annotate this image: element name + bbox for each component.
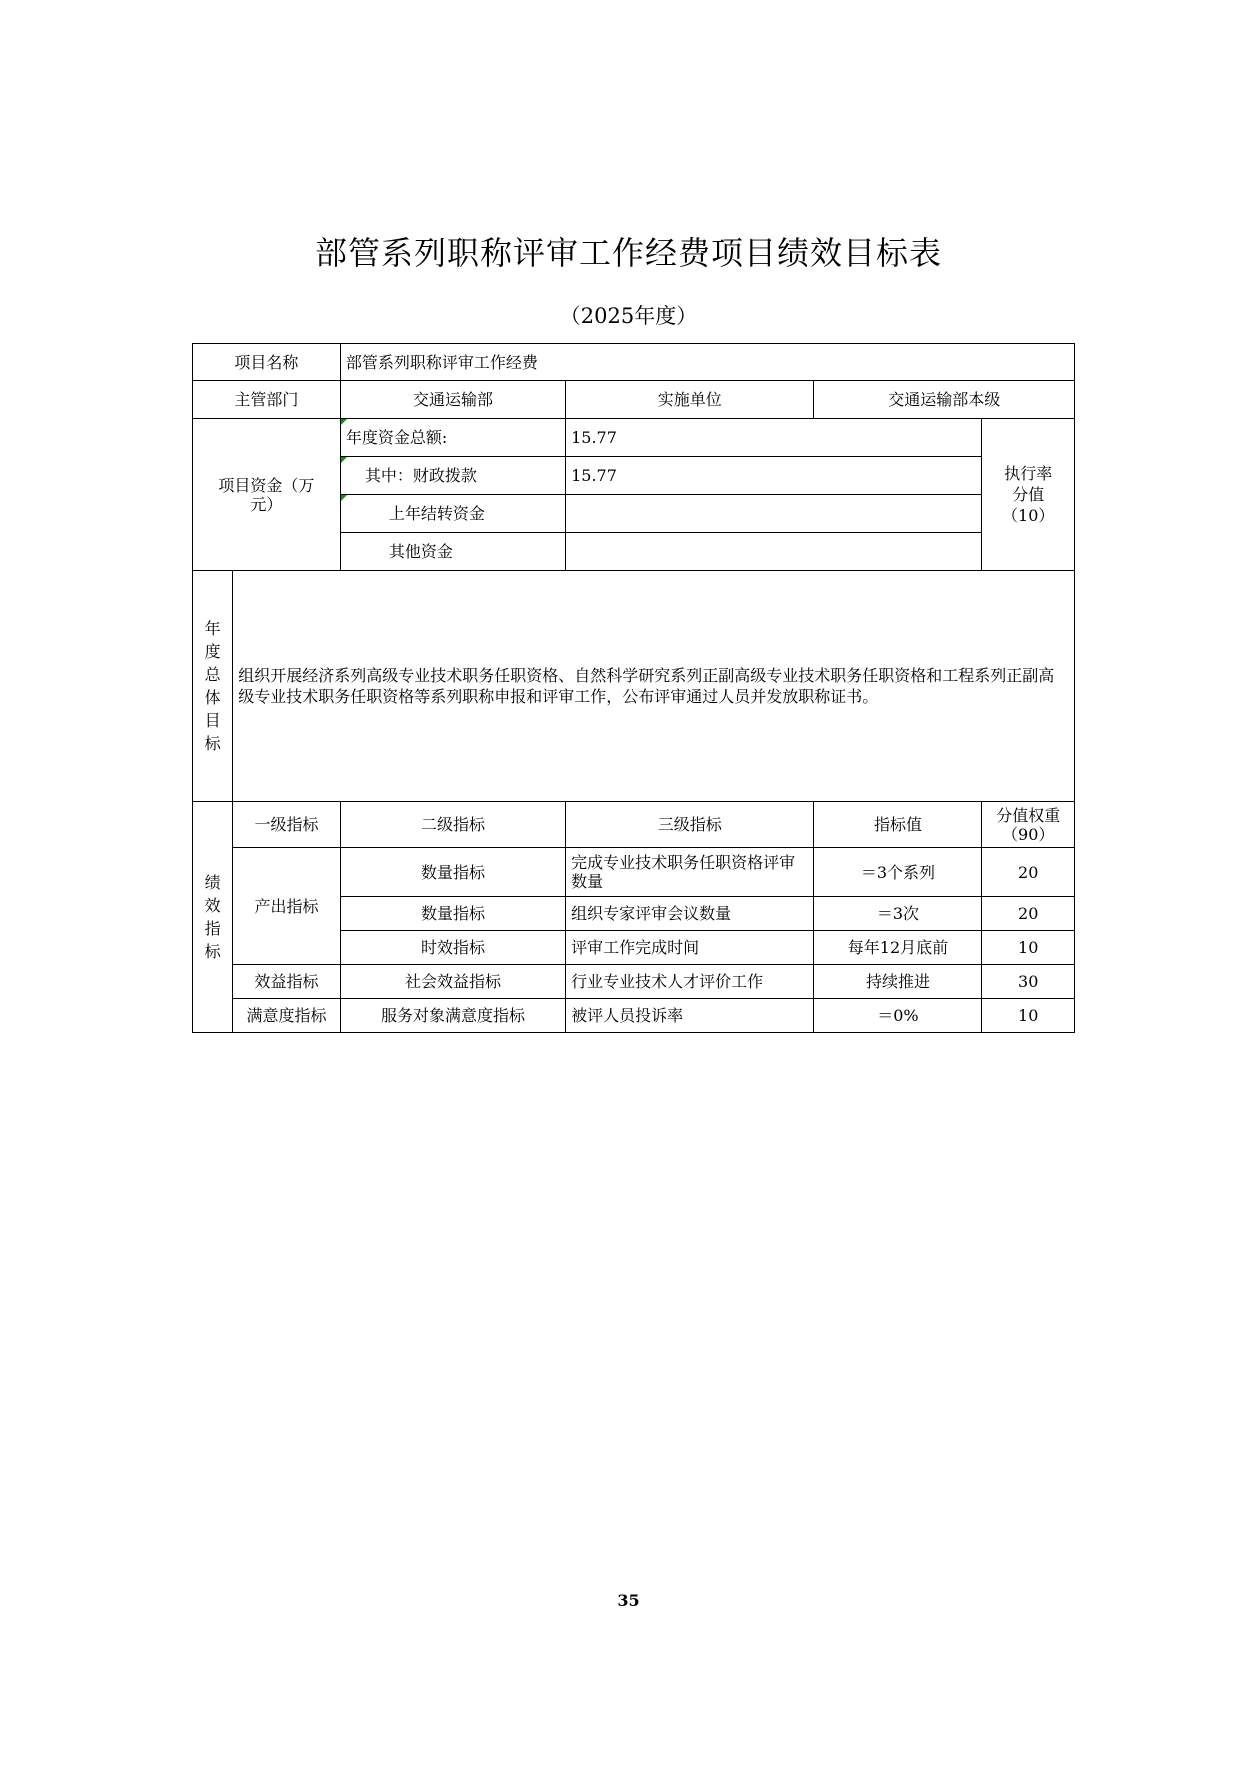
indicator-value: 每年12月底前: [814, 931, 982, 965]
department-row: [193, 381, 1075, 419]
header-level2: 二级指标: [340, 802, 565, 848]
level2: 服务对象满意度指标: [340, 999, 565, 1033]
dept-value: 交通运输部: [340, 381, 565, 419]
fund-row: [193, 419, 1075, 457]
level1-output: 产出指标: [233, 848, 341, 965]
level2: 数量指标: [340, 848, 565, 897]
indicator-value: ＝0%: [814, 999, 982, 1033]
page-title: 部管系列职称评审工作经费项目绩效目标表: [314, 234, 942, 272]
goal-label-text: 年度总体目标: [204, 619, 221, 753]
performance-target-table: [192, 343, 1075, 1033]
level3: 组织专家评审会议数量: [566, 897, 814, 931]
level1-satisfaction: 满意度指标: [233, 999, 341, 1033]
annual-goal-row: [193, 571, 1075, 802]
project-name-value: 部管系列职称评审工作经费: [340, 344, 1074, 381]
indicator-weight: 20: [982, 897, 1075, 931]
level2: 社会效益指标: [340, 965, 565, 999]
goal-text: 组织开展经济系列高级专业技术职务任职资格、自然科学研究系列正副高级专业技术职务任职资格和工程系列正副高级专业技术职务任职资格等系列职称申报和评审工作，公布评审通过人员并发放职称证书。: [233, 571, 1075, 802]
indicator-row: [193, 965, 1075, 999]
exec-rate-label: [982, 419, 1075, 571]
level3: 完成专业技术职务任职资格评审数量: [566, 848, 814, 897]
indicator-value: 持续推进: [814, 965, 982, 999]
indicator-weight: 10: [982, 999, 1075, 1033]
indicator-weight: 10: [982, 931, 1075, 965]
perf-label-text: 绩效指标: [204, 873, 221, 961]
level2: 数量指标: [340, 897, 565, 931]
header-weight: [982, 802, 1075, 848]
fund-label: [193, 419, 341, 571]
fund-total-value: 15.77: [566, 419, 982, 457]
indicator-value: ＝3次: [814, 897, 982, 931]
indicator-row: [193, 999, 1075, 1033]
fund-carryover-label: 上年结转资金: [340, 495, 565, 533]
level1-benefit: 效益指标: [233, 965, 341, 999]
dept-label: 主管部门: [193, 381, 341, 419]
fund-carryover-value: [566, 495, 982, 533]
perf-label: [193, 802, 233, 1033]
page-subtitle: （2025年度）: [559, 304, 698, 328]
indicator-weight: 30: [982, 965, 1075, 999]
fund-fiscal-value: 15.77: [566, 457, 982, 495]
header-value: 指标值: [814, 802, 982, 848]
indicator-header-row: [193, 802, 1075, 848]
project-name-row: [193, 344, 1075, 381]
indicator-row: [193, 848, 1075, 897]
fund-label-text: 项目资金（万元）: [218, 475, 315, 514]
fund-fiscal-label: 其中：财政拨款: [340, 457, 565, 495]
header-weight-text: 分值权重（90）: [996, 805, 1061, 844]
impl-label: 实施单位: [566, 381, 814, 419]
fund-total-label: 年度资金总额:: [340, 419, 565, 457]
page-number: 35: [617, 1591, 640, 1610]
level3: 被评人员投诉率: [566, 999, 814, 1033]
fund-other-value: [566, 533, 982, 571]
fund-other-label: 其他资金: [340, 533, 565, 571]
project-name-label: 项目名称: [193, 344, 341, 381]
indicator-value: ＝3个系列: [814, 848, 982, 897]
level3: 行业专业技术人才评价工作: [566, 965, 814, 999]
header-level3: 三级指标: [566, 802, 814, 848]
goal-label: [193, 571, 233, 802]
exec-rate-text: 执行率分值（10）: [1002, 464, 1055, 525]
indicator-weight: 20: [982, 848, 1075, 897]
impl-value: 交通运输部本级: [814, 381, 1075, 419]
header-level1: 一级指标: [233, 802, 341, 848]
level3: 评审工作完成时间: [566, 931, 814, 965]
level2: 时效指标: [340, 931, 565, 965]
